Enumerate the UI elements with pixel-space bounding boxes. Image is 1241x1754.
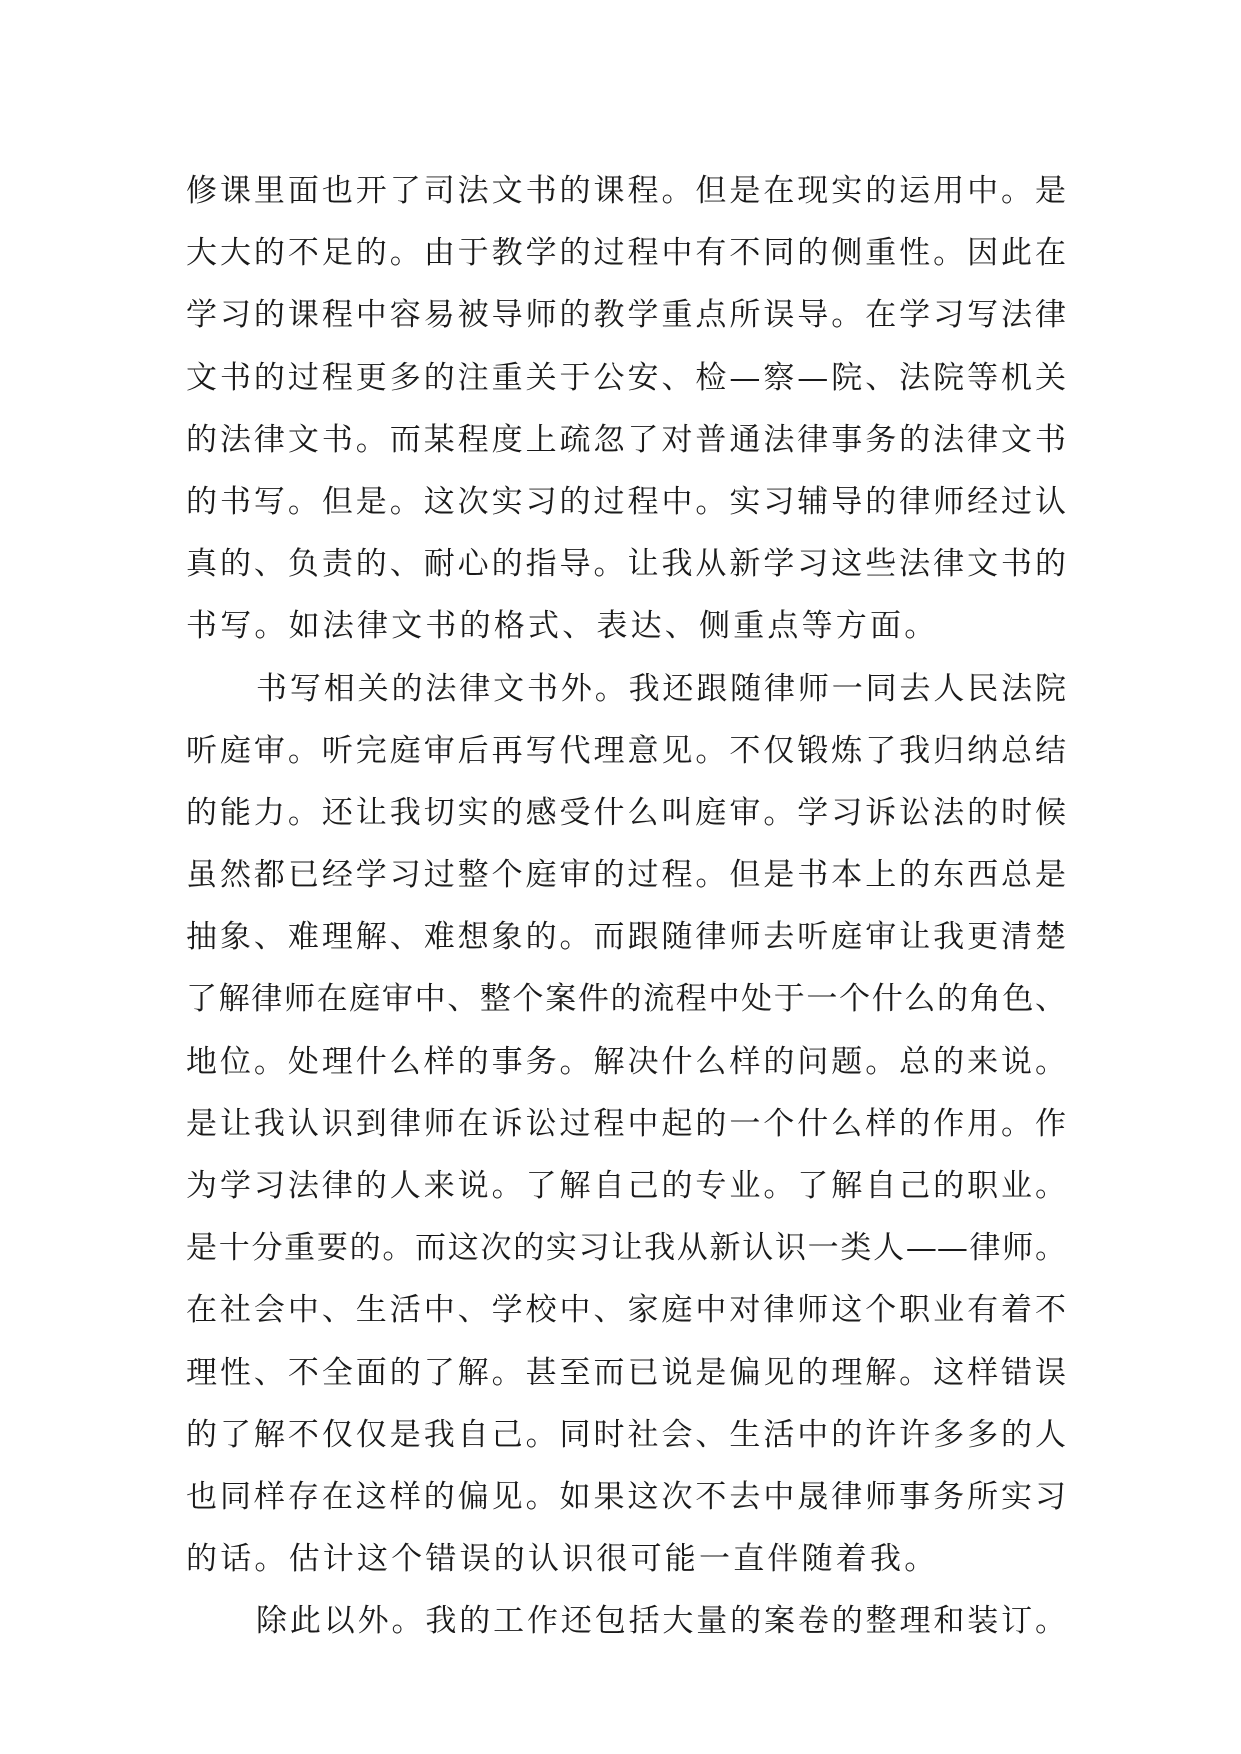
text-line: 的了解不仅仅是我自己。同时社会、生活中的许许多多的人	[186, 1416, 1066, 1453]
text-line: 学习的课程中容易被导师的教学重点所误导。在学习写法律	[186, 297, 1066, 334]
text-line: 了解律师在庭审中、整个案件的流程中处于一个什么的角色、	[186, 981, 1066, 1018]
document-body	[186, 160, 1066, 1653]
text-line: 修课里面也开了司法文书的课程。但是在现实的运用中。是	[186, 173, 1066, 209]
text-line: 地位。处理什么样的事务。解决什么样的问题。总的来说。	[186, 1043, 1066, 1080]
text-line: 是让我认识到律师在诉讼过程中起的一个什么样的作用。作	[186, 1105, 1066, 1142]
text-line: 虽然都已经学习过整个庭审的过程。但是书本上的东西总是	[186, 857, 1066, 894]
text-line: 是十分重要的。而这次的实习让我从新认识一类人——律师。	[186, 1230, 1066, 1267]
text-line: 为学习法律的人来说。了解自己的专业。了解自己的职业。	[186, 1168, 1066, 1204]
text-line: 的话。估计这个错误的认识很可能一直伴随着我。	[186, 1541, 939, 1578]
text-line: 听庭审。听完庭审后再写代理意见。不仅锻炼了我归纳总结	[186, 732, 1066, 769]
text-line: 理性、不全面的了解。甚至而已说是偏见的理解。这样错误	[186, 1354, 1066, 1391]
text-line: 的法律文书。而某程度上疏忽了对普通法律事务的法律文书	[186, 421, 1066, 458]
text-line: 书写相关的法律文书外。我还跟随律师一同去人民法院	[256, 670, 1066, 707]
text-line: 的能力。还让我切实的感受什么叫庭审。学习诉讼法的时候	[186, 794, 1066, 831]
text-line: 文书的过程更多的注重关于公安、检—察—院、法院等机关	[186, 359, 1066, 396]
text-line: 真的、负责的、耐心的指导。让我从新学习这些法律文书的	[186, 546, 1066, 583]
text-line: 书写。如法律文书的格式、表达、侧重点等方面。	[186, 608, 939, 645]
text-line: 大大的不足的。由于教学的过程中有不同的侧重性。因此在	[186, 235, 1066, 272]
text-line: 除此以外。我的工作还包括大量的案卷的整理和装订。	[256, 1603, 1066, 1640]
text-line: 也同样存在这样的偏见。如果这次不去中晟律师事务所实习	[186, 1478, 1066, 1515]
text-line: 的书写。但是。这次实习的过程中。实习辅导的律师经过认	[186, 483, 1066, 520]
text-line: 在社会中、生活中、学校中、家庭中对律师这个职业有着不	[186, 1292, 1066, 1329]
text-line: 抽象、难理解、难想象的。而跟随律师去听庭审让我更清楚	[186, 919, 1066, 956]
